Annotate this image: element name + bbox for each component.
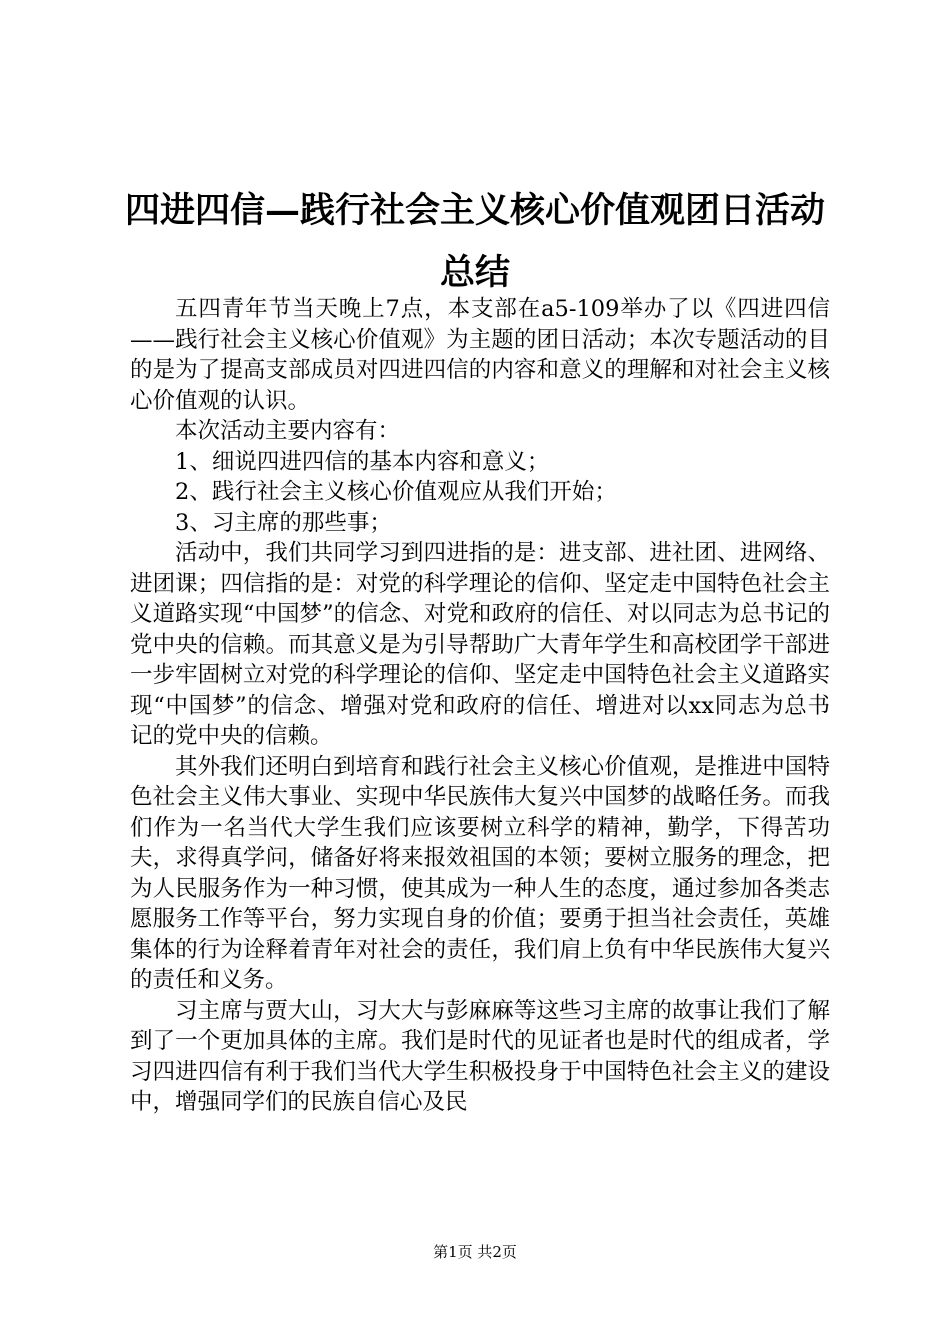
document-body	[130, 294, 830, 1118]
list-item: 2、践行社会主义核心价值观应从我们开始；	[175, 479, 617, 505]
paragraph: 其外我们还明白到培育和践行社会主义核心价值观，是推进中国特色社会主义伟大事业、实现中华民族伟大复兴中国梦的战略任务。而我们作为一名当代大学生我们应该要树立科学的精神，勤学，下得苦功夫，求得真学问，储备好将来报效祖国的本领；要树立服务的理念，把为人民服务作为一种习惯，使其成为一种人生的态度，通过参加各类志愿服务工作等平台，努力实现自身的价值；要勇于担当社会责任，英雄集体的行为诠释着青年对社会的责任，我们肩上负有中华民族伟大复兴的责任和义务。	[130, 753, 830, 993]
paragraph: 活动中，我们共同学习到四进指的是：进支部、进社团、进网络、进团课；四信指的是：对党的科学理论的信仰、坚定走中国特色社会主义道路实现“中国梦”的信念、对党和政府的信任、对以同志为总书记的党中央的信赖。而其意义是为引导帮助广大青年学生和高校团学干部进一步牢固树立对党的科学理论的信仰、坚定走中国特色社会主义道路实现“中国梦”的信念、增强对党和政府的信任、增进对以xx同志为总书记的党中央的信赖。	[130, 540, 830, 749]
paragraph: 习主席与贾大山，习大大与彭麻麻等这些习主席的故事让我们了解到了一个更加具体的主席。我们是时代的见证者也是时代的组成者，学习四进四信有利于我们当代大学生积极投身于中国特色社会主义的建设中，增强同学们的民族自信心及民	[130, 997, 830, 1115]
page-footer: 第1页 共2页	[433, 1243, 517, 1261]
document-title: 四进四信—践行社会主义核心价值观团日活动总结	[124, 190, 825, 293]
list-item: 1、细说四进四信的基本内容和意义；	[175, 448, 550, 475]
list-item: 3、习主席的那些事；	[175, 509, 392, 536]
paragraph: 五四青年节当天晚上7点，本支部在a5-109举办了以《四进四信——践行社会主义核心价值观》为主题的团日活动；本次专题活动的目的是为了提高支部成员对四进四信的内容和意义的理解和对社会主义核心价值观的认识。	[130, 296, 830, 414]
paragraph: 本次活动主要内容有：	[175, 418, 401, 444]
